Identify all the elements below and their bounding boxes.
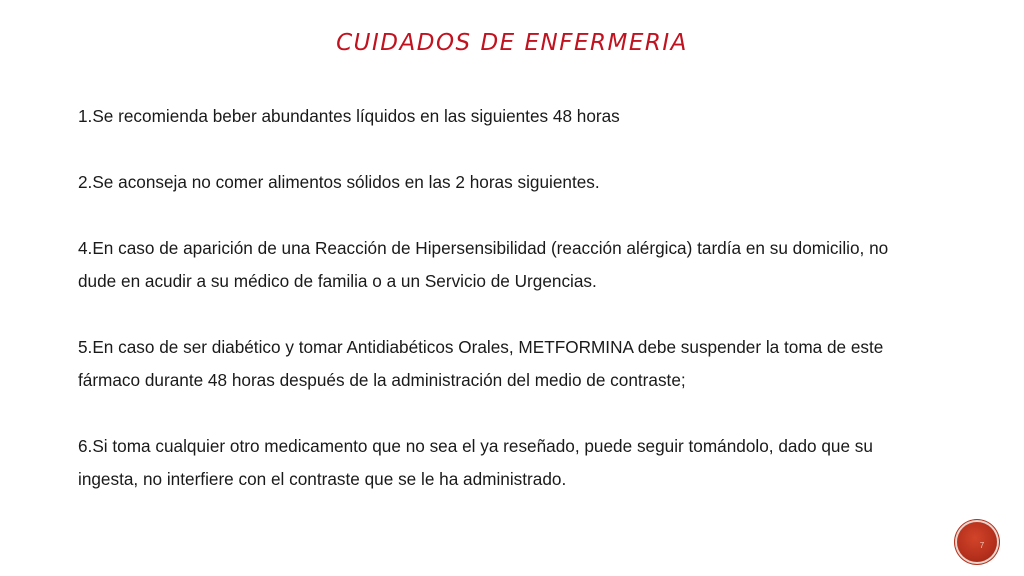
list-item: 1.Se recomienda beber abundantes líquidos en las siguientes 48 horas [78,106,620,126]
list-item: 5.En caso de ser diabético y tomar Antidiabéticos Orales, METFORMINA debe suspender la toma de este fármaco durante 48 horas después de la administración del medio de contraste; [78,337,884,390]
slide-number: 7 [979,540,985,550]
list-item: 6.Si toma cualquier otro medicamento que no sea el ya reseñado, puede seguir tomándolo, dado que su ingesta, no interfiere con el contraste que se le ha administrado. [78,436,873,489]
slide-title: CUIDADOS DE ENFERMERIA [336,30,688,56]
list-item: 4.En caso de aparición de una Reacción de Hipersensibilidad (reacción alérgica) tardía en su domicilio, no dude en acudir a su médico de familia o a un Servicio de Urgencias. [78,238,889,291]
slide-body [78,100,908,529]
list-item: 2.Se aconseja no comer alimentos sólidos en las 2 horas siguientes. [78,172,600,192]
slide-number-badge [957,522,997,562]
